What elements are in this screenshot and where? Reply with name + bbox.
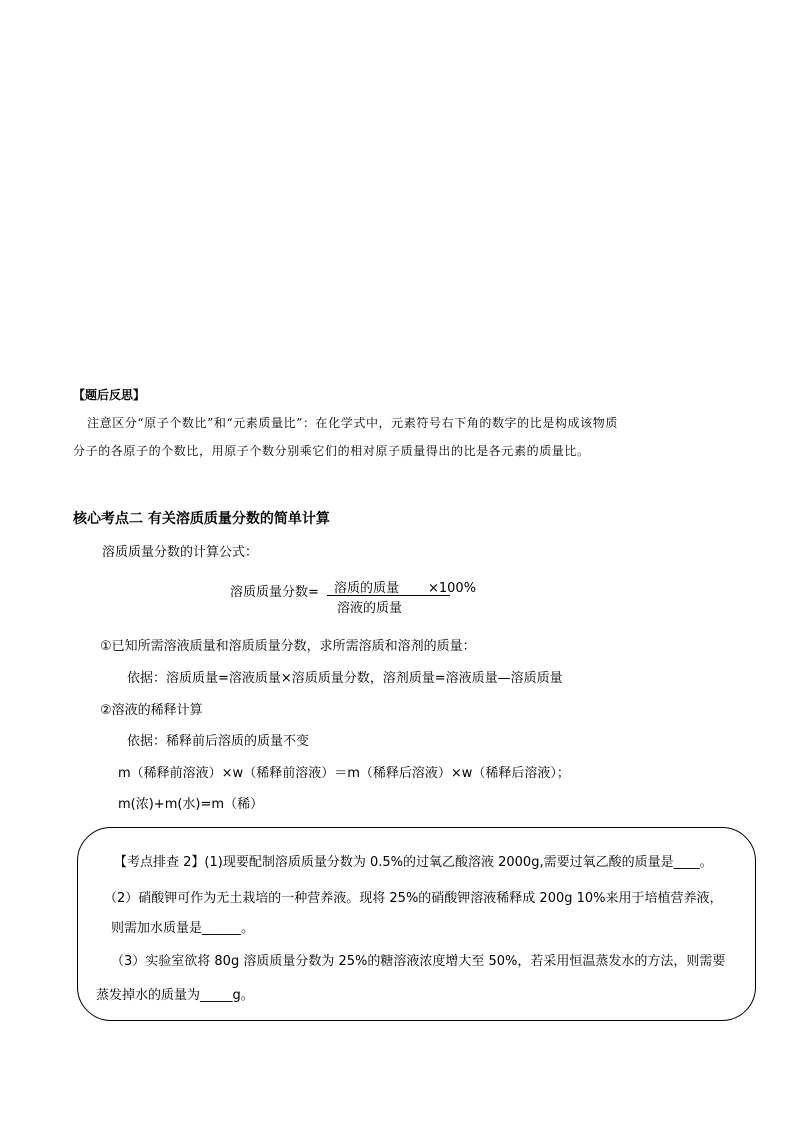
- basis-2: 依据：稀释前后溶质的质量不变: [127, 734, 310, 749]
- mass-conservation-equation: m(浓)+m(水)=m（稀）: [118, 797, 264, 812]
- mass-fraction-formula: [230, 577, 490, 617]
- reflection-line-2: 分子的各原子的个数比，用原子个数分别乘它们的相对原子质量得出的比是各元素的质量比。: [73, 444, 590, 458]
- point-2: ②溶液的稀释计算: [100, 703, 203, 718]
- section-title: 核心考点二 有关溶质质量分数的简单计算: [73, 511, 330, 527]
- exercise-q3-line1: （3）实验室欲将 80g 溶质质量分数为 25%的糖溶液浓度增大至 50%，若采用恒温蒸发水的方法，则需要: [111, 954, 726, 969]
- formula-lhs: 溶质质量分数=: [230, 585, 319, 600]
- formula-denominator: 溶液的质量: [337, 601, 403, 616]
- point-1: ①已知所需溶液质量和溶质质量分数，求所需溶质和溶剂的质量：: [100, 639, 476, 654]
- formula-intro: 溶质质量分数的计算公式：: [102, 545, 259, 560]
- exercise-q3-line2: 蒸发掉水的质量为_____g。: [96, 988, 254, 1003]
- exercise-q1: 【考点排查 2】(1)现要配制溶质质量分数为 0.5%的过氧乙酸溶液 2000g,需要过氧乙酸的质量是____。: [114, 855, 713, 870]
- formula-multiplier: ×100%: [428, 581, 477, 596]
- reflection-title: 【题后反思】: [73, 388, 146, 402]
- exercise-q2-line2: 则需加水质量是______。: [111, 921, 255, 936]
- formula-numerator: 溶质的质量: [334, 581, 400, 596]
- basis-1: 依据：溶质质量=溶液质量×溶质质量分数，溶剂质量=溶液质量—溶质质量: [127, 671, 563, 686]
- exercise-q2-line1: （2）硝酸钾可作为无土栽培的一种营养液。现将 25%的硝酸钾溶液稀释成 200g 10%来用于培植营养液，: [104, 891, 723, 906]
- dilution-equation: m（稀释前溶液）×w（稀释前溶液）＝m（稀释后溶液）×w（稀释后溶液）；: [118, 766, 570, 781]
- reflection-line-1: 注意区分“原子个数比”和“元素质量比”：在化学式中，元素符号右下角的数字的比是构成该物质: [87, 416, 618, 430]
